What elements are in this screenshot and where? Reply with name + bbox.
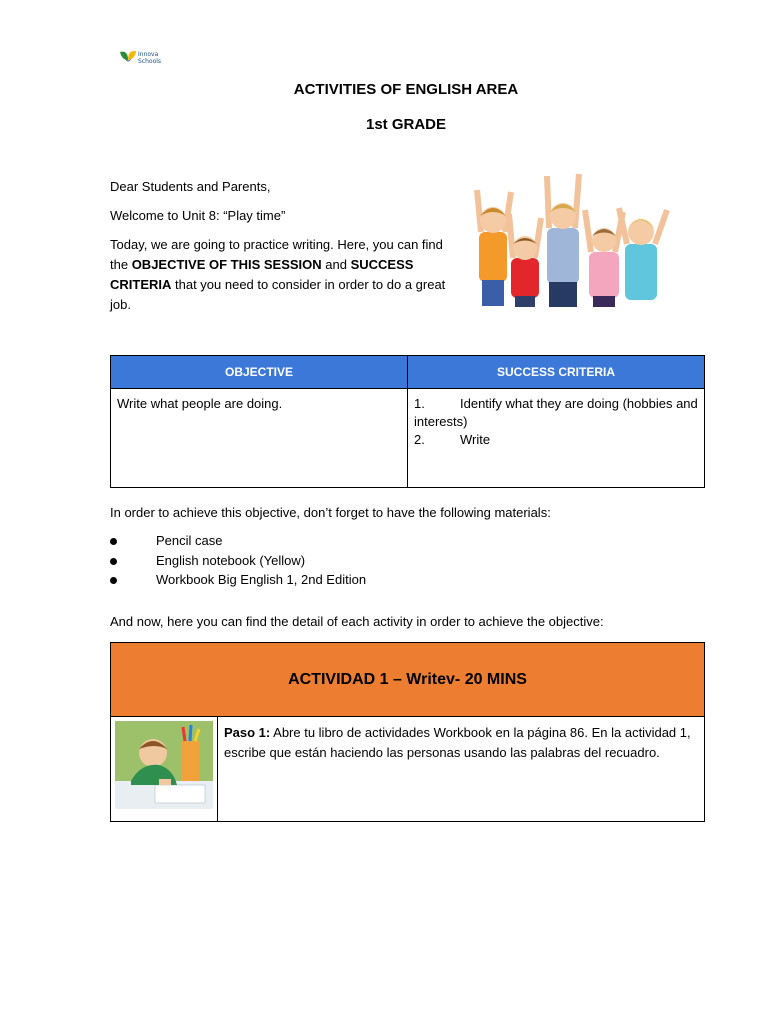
cheering-kids-image	[463, 162, 685, 307]
material-label: Workbook Big English 1, 2nd Edition	[156, 572, 367, 587]
bullet-icon	[110, 538, 117, 545]
bullet-icon	[110, 577, 117, 584]
materials-list	[110, 533, 366, 592]
list-item	[110, 553, 366, 573]
step-label: Paso 1:	[224, 725, 271, 740]
logo-text-line1: Innova	[138, 51, 159, 58]
grade-title: 1st GRADE	[365, 116, 447, 133]
criteria-item	[414, 395, 698, 431]
criteria-text: Write	[460, 432, 491, 447]
objective-bold-text: OBJECTIVE OF THIS SESSION	[131, 257, 322, 272]
material-label: Pencil case	[156, 533, 223, 548]
greeting-text: Dear Students and Parents,	[110, 179, 271, 194]
success-criteria-cell	[408, 389, 705, 488]
material-label: English notebook (Yellow)	[156, 552, 306, 568]
objective-header: OBJECTIVE	[111, 356, 408, 389]
intro-paragraph	[110, 235, 455, 315]
bullet-icon	[110, 558, 117, 565]
logo-text-line2: Schools	[138, 58, 162, 65]
criteria-text: Identify what they are doing (hobbies and interests)	[414, 396, 698, 429]
activities-intro: And now, here you can find the detail of each activity in order to achieve the objective:	[110, 614, 604, 629]
step-text: Abre tu libro de actividades Workbook en la página 86. En la actividad 1, escribe que están haciendo las personas usando las palabras del recuadro.	[224, 725, 691, 760]
intro-text-1: Today, we are going to practice writing. Here, you can find the	[110, 237, 443, 272]
logo-leaf-icon	[118, 48, 138, 68]
welcome-text: Welcome to Unit 8: “Play time”	[110, 208, 286, 223]
materials-intro: In order to achieve this objective, don’t forget to have the following materials:	[110, 505, 551, 520]
innova-schools-logo	[118, 46, 180, 72]
criteria-number: 2.	[414, 432, 425, 447]
page-title: ACTIVITIES OF ENGLISH AREA	[293, 81, 519, 98]
activity-table	[110, 642, 705, 822]
activity-image-cell	[111, 717, 218, 822]
activity-step-cell	[218, 717, 705, 822]
criteria-item	[414, 431, 698, 449]
criteria-bold-text: SUCCESS CRITERIA	[110, 257, 414, 292]
boy-writing-image	[115, 721, 213, 809]
list-item	[110, 572, 366, 592]
objective-table	[110, 355, 705, 488]
intro-text-3: that you need to consider in order to do a great job.	[110, 277, 446, 312]
objective-cell: Write what people are doing.	[111, 389, 408, 488]
success-criteria-header: SUCCESS CRITERIA	[408, 356, 705, 389]
list-item	[110, 533, 366, 553]
criteria-number: 1.	[414, 396, 425, 411]
activity-title: ACTIVIDAD 1 – Writev- 20 MINS	[111, 643, 705, 717]
intro-text-2: and	[321, 257, 351, 272]
